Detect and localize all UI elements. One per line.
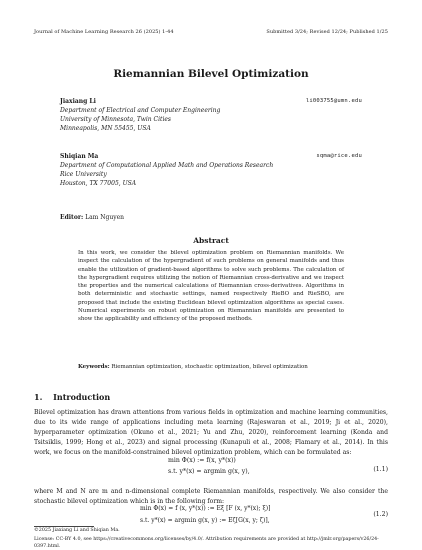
author-affiliation-line: Department of Computational Applied Math and Operations Research [60, 162, 274, 169]
author-block-2 [60, 152, 362, 188]
equation-number: (1.2) [373, 511, 388, 518]
abstract-text: In this work, we consider the bilevel optimization problem on Riemannian manifolds. We inspect the calculation of the hypergradient of such problems on general manifolds and thus enable the utilization of gradient-based algorithms to solve such problems. The calculation of the hypergradient requires utilizing the notion of Riemannian cross-derivative and we inspect the properties and the numerical calculations of Riemannian cross-derivatives. Algorithms in both deterministic and stochastic settings, named respectively RieBO and RieSBO, are proposed that include the existing Euclidean bilevel optimization algorithms as special cases. Numerical experiments on robust optimization on Riemannian manifolds are presented to show the applicability and efficiency of the proposed methods. [78, 250, 344, 323]
paper-title: Riemannian Bilevel Optimization [113, 68, 309, 80]
body-paragraph: where M and N are m and n-dimensional complete Riemannian manifolds, respectively. We also consider the stochastic bilevel optimization which is in the following form: [34, 488, 388, 505]
section-heading [34, 392, 110, 402]
equation-line: s.t. y*(x) = argmin g(x, y), [168, 468, 250, 475]
keywords-text: Riemannian optimization, stochastic optimization, bilevel optimization [111, 364, 308, 370]
section-number: 1. [34, 392, 43, 402]
editor-label: Editor: [60, 214, 84, 221]
author-affiliation-line: Department of Electrical and Computer Engineering [60, 107, 221, 114]
keywords-label: Keywords: [78, 364, 110, 370]
keywords-line [78, 364, 344, 370]
copyright-notice: ©2025 Jiaxiang Li and Shiqian Ma. [34, 528, 120, 533]
intro-paragraph: Bilevel optimization has drawn attentions from various fields in optimization and machine learning communities, due to its wide range of applications including meta learning (Rajeswaran et al., 2019; Ji et al., 2020), hyperparameter optimization (Okuno et al., 2021; Yu and Zhu, 2020), reinforcement learning (Konda and Tsitsiklis, 1999; Hong et al., 2023) and signal processing (Kunapuli et al., 2008; Flamary et al., 2014). In this work, we focus on the manifold-constrained bilevel optimization problem, which can be formulated as: [34, 409, 388, 456]
author-email[interactable]: li003755@umn.edu [305, 98, 362, 104]
editor-line [60, 214, 124, 221]
license-notice: License: CC-BY 4.0, see https://creativecommons.org/licenses/by/4.0/. Attribution requirements are provided at http://jmlr.org/papers/v26/24-0397.html. [34, 537, 379, 549]
equation-number: (1.1) [373, 466, 388, 473]
author-affiliation-line: Rice University [60, 171, 107, 178]
author-affiliation-line: University of Minnesota, Twin Cities [60, 116, 172, 123]
editor-name: Lam Nguyen [85, 214, 125, 221]
author-name: Jiaxiang Li [60, 98, 96, 105]
abstract-title: Abstract [193, 236, 229, 245]
equation-line: s.t. y*(x) = argmin g(x, y) := Eζ[G(x, y; ζ)], [140, 517, 270, 524]
journal-info: Journal of Machine Learning Research 26 (2025) 1-44 [34, 29, 174, 35]
section-title: Introduction [53, 392, 111, 402]
author-block-1 [60, 97, 362, 133]
equation-line: min Φ(x) = f (x, y*(x)) := Eξ [F (x, y*(x); ξ)] [140, 505, 271, 512]
submission-dates: Submitted 3/24; Revised 12/24; Published 1/25 [266, 29, 388, 35]
equation-line: min Φ(x) := f(x, y*(x)) [168, 457, 236, 464]
author-email[interactable]: sqma@rice.edu [316, 153, 362, 159]
running-header [34, 29, 388, 35]
author-affiliation-line: Houston, TX 77005, USA [60, 180, 137, 187]
author-name: Shiqian Ma [60, 153, 99, 160]
author-affiliation-line: Minneapolis, MN 55455, USA [60, 125, 151, 132]
